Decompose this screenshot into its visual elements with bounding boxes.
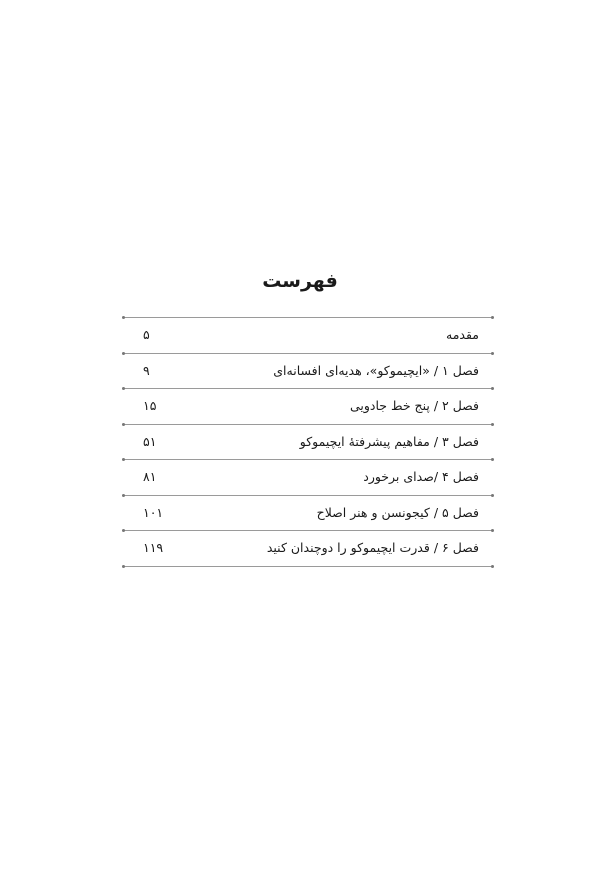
toc-entry-page: ۱۵: [143, 398, 157, 413]
toc-entry-page: ۱۱۹: [143, 540, 164, 555]
toc-entry: [123, 425, 493, 460]
toc-entry: [123, 354, 493, 389]
toc-entry-label: فصل ۳ / مفاهیم پیشرفتهٔ ایچیموکو: [299, 433, 479, 449]
table-of-contents: [123, 317, 493, 567]
toc-entry-page: ۱۰۱: [143, 504, 164, 520]
toc-entry-label: فصل ۱ / «ایچیموکو»، هدیه‌ای افسانه‌ای: [273, 362, 479, 378]
toc-entry-label: فصل ۴ /صدای برخورد: [363, 469, 479, 484]
toc-entry-label: فصل ۵ / کیجونسن و هنر اصلاح: [316, 504, 479, 520]
toc-entry: [123, 531, 493, 566]
toc-title: فهرست: [262, 270, 338, 292]
toc-entry-label: فصل ۲ / پنج خط جادویی: [349, 398, 479, 413]
toc-entry: [123, 496, 493, 531]
toc-entry-label: فصل ۶ / قدرت ایچیموکو را دوچندان کنید: [266, 540, 479, 555]
toc-entry-page: ۵: [143, 327, 150, 342]
toc-entry: [123, 389, 493, 424]
toc-entry: [123, 318, 493, 353]
divider: [123, 566, 493, 567]
toc-entry-page: ۹: [143, 362, 150, 378]
toc-entry-page: ۵۱: [143, 433, 157, 449]
toc-entry-label: مقدمه: [446, 327, 479, 342]
toc-entry: [123, 460, 493, 495]
toc-entry-page: ۸۱: [143, 469, 157, 484]
